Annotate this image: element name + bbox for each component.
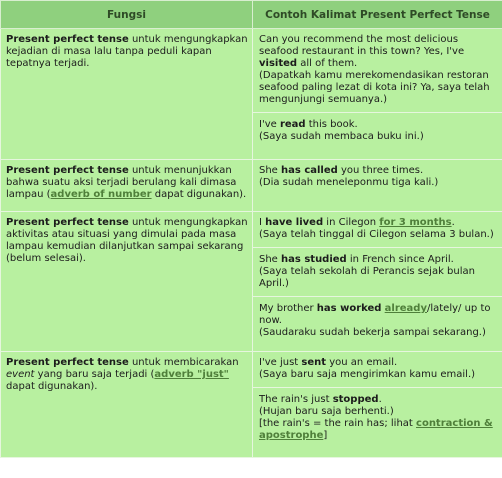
adverb-just-link[interactable]: adverb "just" <box>154 369 229 380</box>
example-block: The rain's just stopped. (Hujan baru saja berhenti.) [the rain's = the rain has; lihat contraction & apostrophe] <box>259 394 498 442</box>
header-fungsi: Fungsi <box>1 1 253 29</box>
fungsi-cell: Present perfect tense untuk menunjukkan bahwa suatu aksi terjadi berulang kali dimasa lampau (adverb of number dapat digunakan). <box>1 160 253 212</box>
example-cell <box>253 160 502 212</box>
note-text: [the rain's = the rain has; lihat contraction & apostrophe] <box>259 418 493 441</box>
example-cell <box>253 212 502 352</box>
example-block: Can you recommend the most delicious seafood restaurant in this town? Yes, I've visited all of them. (Dapatkah kamu merekomendasikan restoran seafood paling lezat di kota ini? Ya, saya telah mengunjungi semuanya.) <box>259 34 498 106</box>
example-cell <box>253 29 502 160</box>
table-row <box>1 29 502 160</box>
already-link[interactable]: already <box>384 303 427 314</box>
example-block: My brother has worked already/lately/ up to now. (Saudaraku sudah bekerja sampai sekarang.) <box>259 303 498 339</box>
table-row <box>1 160 502 212</box>
table-row <box>1 352 502 458</box>
contraction-apostrophe-link[interactable]: contraction & apostrophe <box>259 418 493 441</box>
translation-text: (Hujan baru saja berhenti.) <box>259 406 394 417</box>
fungsi-cell: Present perfect tense untuk membicarakan event yang baru saja terjadi (adverb "just" dapat digunakan). <box>1 352 253 458</box>
translation-text: (Saya telah tinggal di Cilegon selama 3 bulan.) <box>259 229 494 240</box>
table-row <box>1 212 502 352</box>
translation-text: (Dapatkah kamu merekomendasikan restoran seafood paling lezat di kota ini? Ya, saya telah mengunjungi semuanya.) <box>259 70 490 105</box>
table-header-row <box>1 1 502 29</box>
header-contoh-kalimat: Contoh Kalimat Present Perfect Tense <box>253 1 502 29</box>
fungsi-cell: Present perfect tense untuk mengungkapkan aktivitas atau situasi yang dimulai pada masa lampau kemudian dilanjutkan sampai sekarang (belum selesai). <box>1 212 253 352</box>
adverb-of-number-link[interactable]: adverb of number <box>50 189 152 200</box>
example-block: She has studied in French since April. (Saya telah sekolah di Perancis sejak bulan April.) <box>259 254 498 290</box>
example-block: I've read this book. (Saya sudah membaca buku ini.) <box>259 119 498 143</box>
example-block: She has called you three times. (Dia sudah meneleponmu tiga kali.) <box>259 165 498 189</box>
example-divider <box>253 247 502 254</box>
translation-text: (Saya telah sekolah di Perancis sejak bulan April.) <box>259 266 475 289</box>
translation-text: (Dia sudah meneleponmu tiga kali.) <box>259 177 439 188</box>
translation-text: (Saya baru saja mengirimkan kamu email.) <box>259 369 476 380</box>
example-divider <box>253 387 502 394</box>
example-block: I've just sent you an email. (Saya baru saja mengirimkan kamu email.) <box>259 357 498 381</box>
example-block: I have lived in Cilegon for 3 months. (Saya telah tinggal di Cilegon selama 3 bulan.) <box>259 217 498 241</box>
example-cell <box>253 352 502 458</box>
example-divider <box>253 112 502 119</box>
translation-text: (Saudaraku sudah bekerja sampai sekarang.) <box>259 327 486 338</box>
translation-text: (Saya sudah membaca buku ini.) <box>259 131 424 142</box>
example-divider <box>253 296 502 303</box>
for-3-months-link[interactable]: for 3 months <box>379 217 452 228</box>
fungsi-cell: Present perfect tense untuk mengungkapkan kejadian di masa lalu tanpa peduli kapan tepatnya terjadi. <box>1 29 253 160</box>
